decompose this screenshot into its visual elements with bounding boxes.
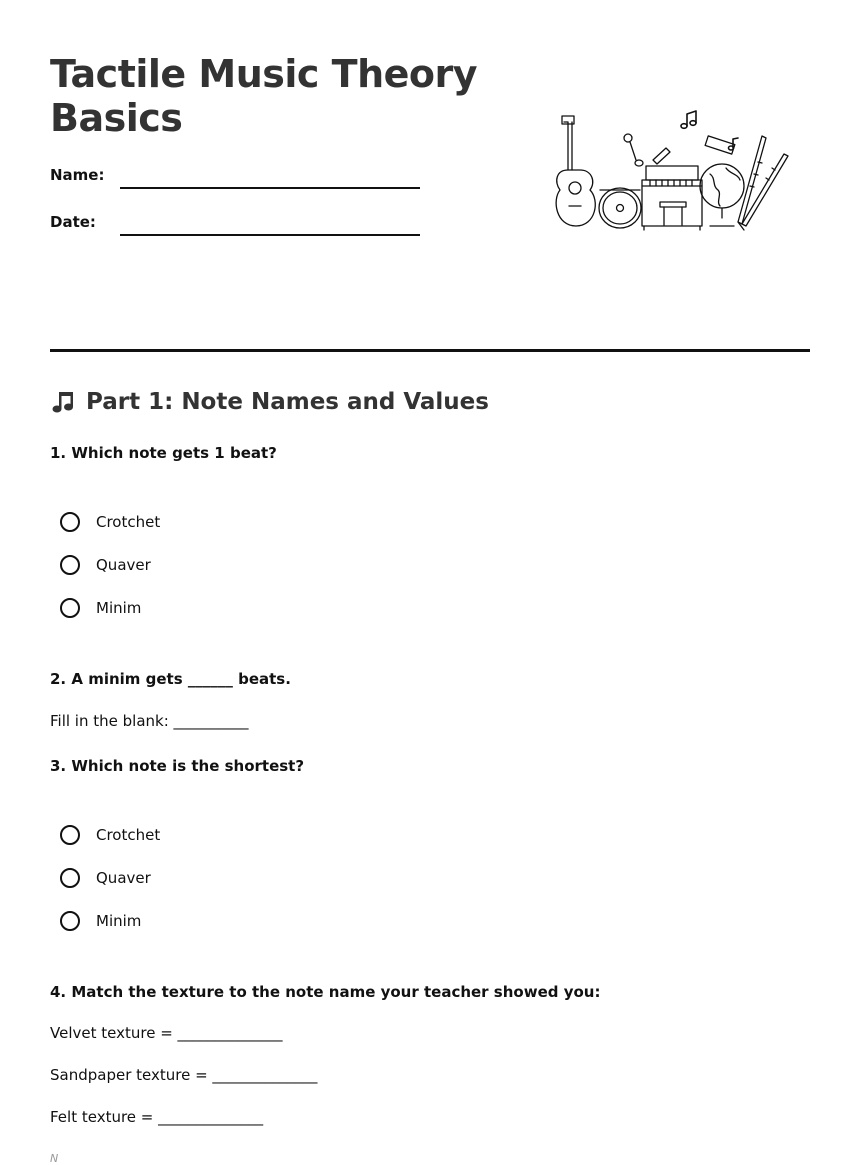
q1-option-quaver[interactable] bbox=[60, 553, 151, 577]
piano-icon bbox=[642, 166, 702, 230]
q2-fill-in-field[interactable]: Fill in the blank: __________ bbox=[50, 712, 249, 730]
section-heading bbox=[50, 388, 489, 416]
velvet-texture-field[interactable]: Velvet texture = ______________ bbox=[50, 1024, 283, 1042]
section-divider bbox=[50, 349, 810, 352]
date-label: Date: bbox=[50, 213, 96, 231]
option-label: Quaver bbox=[96, 869, 151, 887]
q1-option-crotchet[interactable] bbox=[60, 510, 160, 534]
option-label: Quaver bbox=[96, 556, 151, 574]
guitar-icon bbox=[556, 116, 595, 226]
maracas-icon bbox=[624, 134, 670, 166]
radio-button[interactable] bbox=[60, 868, 80, 888]
music-notes-icon bbox=[681, 111, 738, 150]
q3-option-crotchet[interactable] bbox=[60, 823, 160, 847]
page-title: Tactile Music Theory Basics bbox=[50, 52, 478, 140]
option-label: Crotchet bbox=[96, 826, 161, 844]
question-1: 1. Which note gets 1 beat? bbox=[50, 444, 277, 462]
option-label: Crotchet bbox=[96, 513, 161, 531]
music-note-icon bbox=[50, 388, 78, 416]
date-field[interactable] bbox=[120, 234, 420, 236]
radio-button[interactable] bbox=[60, 555, 80, 575]
name-label: Name: bbox=[50, 166, 105, 184]
option-label: Minim bbox=[96, 912, 142, 930]
q3-option-minim[interactable] bbox=[60, 909, 141, 933]
section-heading-text: Part 1: Note Names and Values bbox=[86, 389, 489, 415]
question-4: 4. Match the texture to the note name your teacher showed you: bbox=[50, 983, 601, 1001]
question-3: 3. Which note is the shortest? bbox=[50, 757, 305, 775]
option-label: Minim bbox=[96, 599, 142, 617]
globe-icon bbox=[700, 136, 744, 226]
flute-icon bbox=[738, 136, 788, 230]
cutoff-text: N bbox=[50, 1152, 59, 1165]
name-field[interactable] bbox=[120, 187, 420, 189]
drum-icon bbox=[599, 188, 641, 228]
musical-instruments-illustration bbox=[550, 108, 790, 234]
radio-button[interactable] bbox=[60, 825, 80, 845]
question-2: 2. A minim gets ______ beats. bbox=[50, 670, 291, 688]
radio-button[interactable] bbox=[60, 911, 80, 931]
sandpaper-texture-field[interactable]: Sandpaper texture = ______________ bbox=[50, 1066, 318, 1084]
q1-option-minim[interactable] bbox=[60, 596, 141, 620]
felt-texture-field[interactable]: Felt texture = ______________ bbox=[50, 1108, 264, 1126]
q3-option-quaver[interactable] bbox=[60, 866, 151, 890]
radio-button[interactable] bbox=[60, 598, 80, 618]
radio-button[interactable] bbox=[60, 512, 80, 532]
